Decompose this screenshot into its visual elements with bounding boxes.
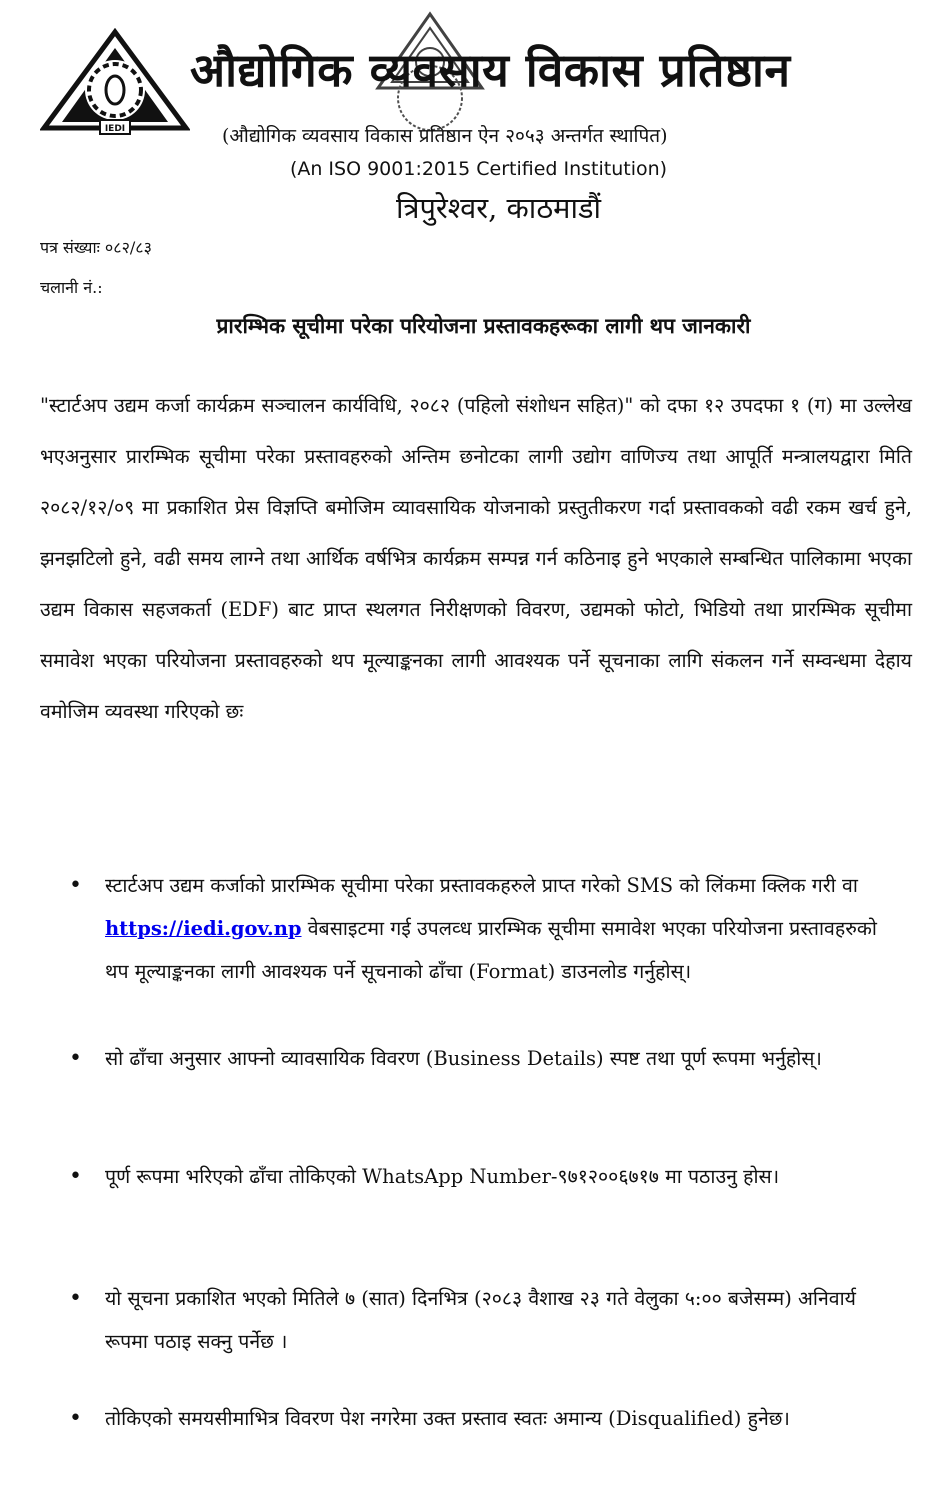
organization-address: त्रिपुरेश्वर, काठमाडौं (395, 191, 602, 225)
organization-name: औद्योगिक व्यवसाय विकास प्रतिष्ठान (190, 43, 791, 97)
list-item: • यो सूचना प्रकाशित भएको मितिले ७ (सात) दिनभित्र (२०८३ वैशाख २३ गते वेलुका ५:०० बजेसम्म) अनिवार्य रूपमा पठाइ सक्नु पर्नेछ । (105, 1277, 895, 1363)
website-link[interactable]: https://iedi.gov.np (105, 917, 302, 940)
list-item: • तोकिएको समयसीमाभित्र विवरण पेश नगरेमा उक्त प्रस्ताव स्वतः अमान्य (Disqualified) हुनेछ। (105, 1397, 895, 1440)
list-item: • सो ढाँचा अनुसार आफ्नो व्यावसायिक विवरण (Business Details) स्पष्ट तथा पूर्ण रूपमा भर्नुहोस्। (105, 1037, 895, 1080)
organization-subtitle: (औद्योगिक व्यवसाय विकास प्रतिष्ठान ऐन २०५३ अन्तर्गत स्थापित) (222, 125, 668, 147)
dispatch-number: चलानी नं.: (40, 278, 103, 297)
body-paragraph: "स्टार्टअप उद्यम कर्जा कार्यक्रम सञ्चालन कार्यविधि, २०८२ (पहिलो संशोधन सहित)" को दफा १२ उपदफा १ (ग) मा उल्लेख भएअनुसार प्रारम्भिक सूचीमा परेका प्रस्तावहरुको अन्तिम छनोटका लागी उद्योग वाणिज्य तथा आपूर्ति मन्त्रालयद्वारा मिति २०८२/१२/०९ मा प्रकाशित प्रेस विज्ञप्ति बमोजिम व्यावसायिक योजनाको प्रस्तुतीकरण गर्दा प्रस्तावकको वढी रकम खर्च हुने, झनझटिलो हुने, वढी समय लाग्ने तथा आर्थिक वर्षभित्र कार्यक्रम सम्पन्न गर्न कठिनाइ हुने भएकाले सम्बन्धित पालिकामा भएका उद्यम विकास सहजकर्ता (EDF) बाट प्राप्त स्थलगत निरीक्षणको विवरण, उद्यमको फोटो, भिडियो तथा प्रारम्भिक सूचीमा समावेश भएका परियोजना प्रस्तावहरुको थप मूल्याङ्कनका लागी आवश्यक पर्ने सूचनाका लागि संकलन गर्ने सम्वन्धमा देहाय वमोजिम व्यवस्था गरिएको छः (40, 394, 912, 723)
letter-number: पत्र संख्याः ०८२/८३ (40, 238, 152, 257)
list-item: • पूर्ण रूपमा भरिएको ढाँचा तोकिएको WhatsApp Number-९७१२००६७१७ मा पठाउनु होस। (105, 1155, 895, 1198)
bullet-text: वेबसाइटमा गई उपलव्ध प्रारम्भिक सूचीमा समावेश भएका परियोजना प्रस्तावहरुको थप मूल्याङ्कनका लागी आवश्यक पर्ने सूचनाको ढाँचा (Format) डाउनलोड गर्नुहोस्। (105, 917, 877, 983)
notice-subject: प्रारम्भिक सूचीमा परेका परियोजना प्रस्तावकहरूका लागी थप जानकारी (216, 313, 751, 338)
iso-certification: (An ISO 9001:2015 Certified Institution) (289, 158, 668, 180)
list-item (105, 864, 895, 993)
logo-text: IEDI (104, 124, 126, 134)
bullet-text: स्टार्टअप उद्यम कर्जाको प्रारम्भिक सूचीमा परेका प्रस्तावकहरुले प्राप्त गरेको SMS को लिंकमा क्लिक गरी वा (105, 874, 858, 897)
iedi-emblem-icon (40, 28, 190, 138)
